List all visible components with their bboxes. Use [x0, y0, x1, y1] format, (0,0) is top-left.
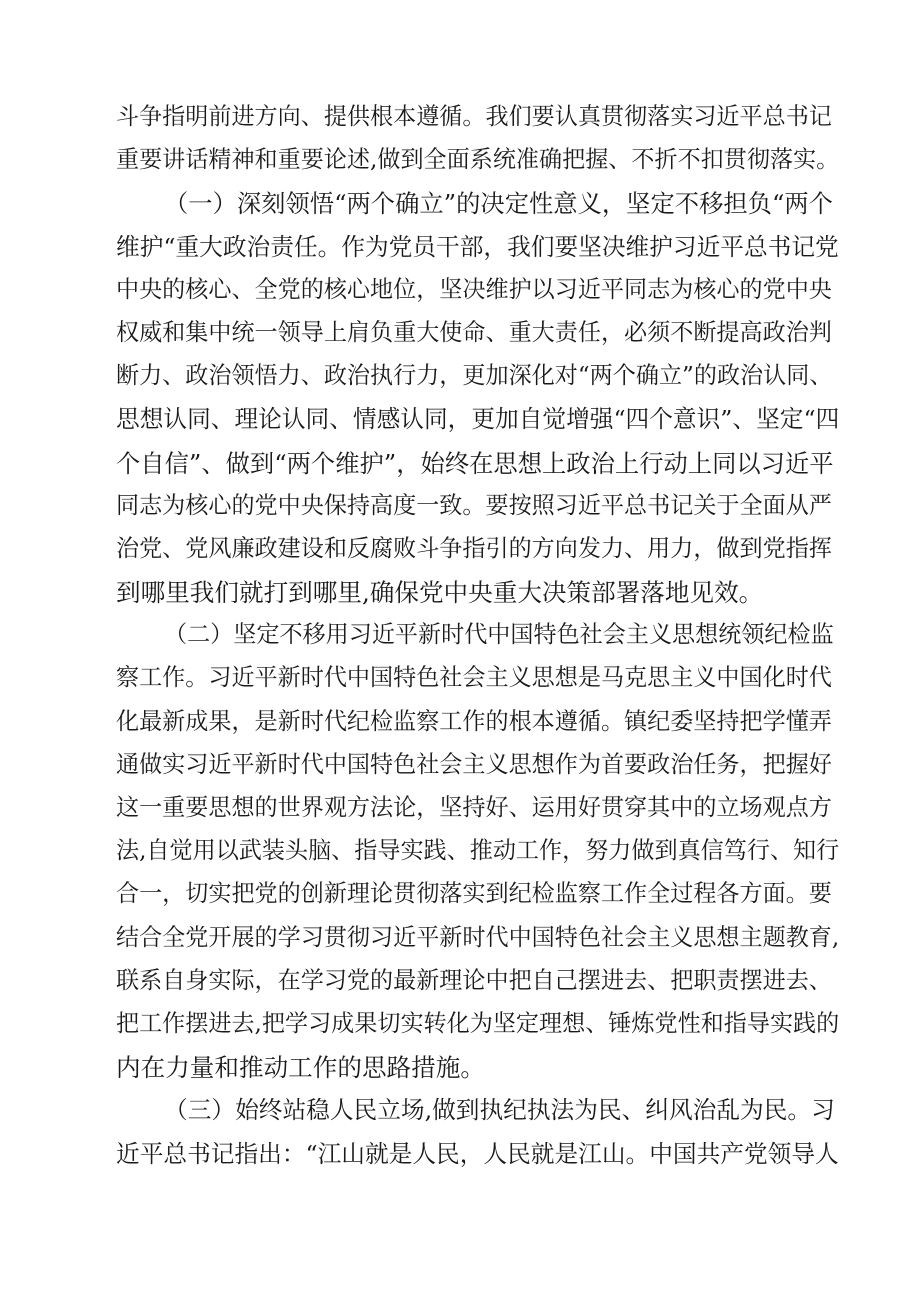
text-line: 合一，切实把党的创新理论贯彻落实到纪检监察工作全过程各方面。要: [116, 881, 832, 908]
text-line: 同志为核心的党中央保持高度一致。要按照习近平总书记关于全面从严: [116, 492, 832, 519]
text-line: 近平总书记指出：“江山就是人民，人民就是江山。中国共产党领导人: [116, 1139, 839, 1168]
text-line: 权威和集中统一领导上肩负重大使命、重大责任，必须不断提高政治判: [116, 319, 832, 346]
text-line: 这一重要思想的世界观方法论，坚持好、运用好贯穿其中的立场观点方: [116, 795, 832, 821]
text-line: 到哪里我们就打到哪里,确保党中央重大决策部署落地见效。: [116, 578, 764, 608]
text-line: 断力、政治领悟力、政治执行力，更加深化对“两个确立”的政治认同、: [116, 363, 833, 390]
text-line: 法,自觉用以武装头脑、指导实践、推动工作，努力做到真信笃行、知行: [116, 838, 840, 865]
text-line: 察工作。习近平新时代中国特色社会主义思想是马克思主义中国化时代: [116, 665, 832, 692]
paragraph-heading-2: （二）坚定不移用习近平新时代中国特色社会主义思想统领纪检监: [164, 622, 834, 649]
text-line: 通做实习近平新时代中国特色社会主义思想作为首要政治任务，把握好: [116, 751, 832, 778]
text-line: 重要讲话精神和重要论述,做到全面系统准确把握、不折不扣贯彻落实。: [116, 147, 840, 174]
text-line: 个自信”、做到“两个维护”，始终在思想上政治上行动上同以习近平: [116, 448, 834, 478]
text-line: 把工作摆进去,把学习成果切实转化为坚定理想、锤炼党性和指导实践的: [116, 1010, 840, 1037]
text-line: 思想认同、理论认同、情感认同，更加自觉增强“四个意识”、坚定“四: [116, 405, 840, 434]
text-line: 联系自身实际，在学习党的最新理论中把自己摆进去、把职责摆进去、: [116, 967, 832, 994]
text-line: 治党、党风廉政建设和反腐败斗争指引的方向发力、用力，做到党指挥: [116, 535, 832, 562]
text-line: 维护“重大政治责任。作为党员干部，我们要坚决维护习近平总书记党: [116, 232, 839, 261]
paragraph-heading-1: （一）深刻领悟“两个确立”的决定性意义，坚定不移担负“两个: [164, 189, 833, 219]
text-line: 结合全党开展的学习贯彻习近平新时代中国特色社会主义思想主题教育,: [116, 924, 840, 951]
text-line: 斗争指明前进方向、提供根本遵循。我们要认真贯彻落实习近平总书记: [116, 104, 832, 130]
text-line: 中央的核心、全党的核心地位，坚决维护以习近平同志为核心的党中央: [116, 276, 832, 303]
document-body: [116, 96, 840, 1176]
text-line: 化最新成果，是新时代纪检监察工作的根本遵循。镇纪委坚持把学懂弄: [116, 708, 832, 735]
text-line: 内在力量和推动工作的思路措施。: [116, 1053, 485, 1083]
paragraph-heading-3: （三）始终站稳人民立场,做到执纪执法为民、纠风治乱为民。习: [164, 1096, 835, 1125]
